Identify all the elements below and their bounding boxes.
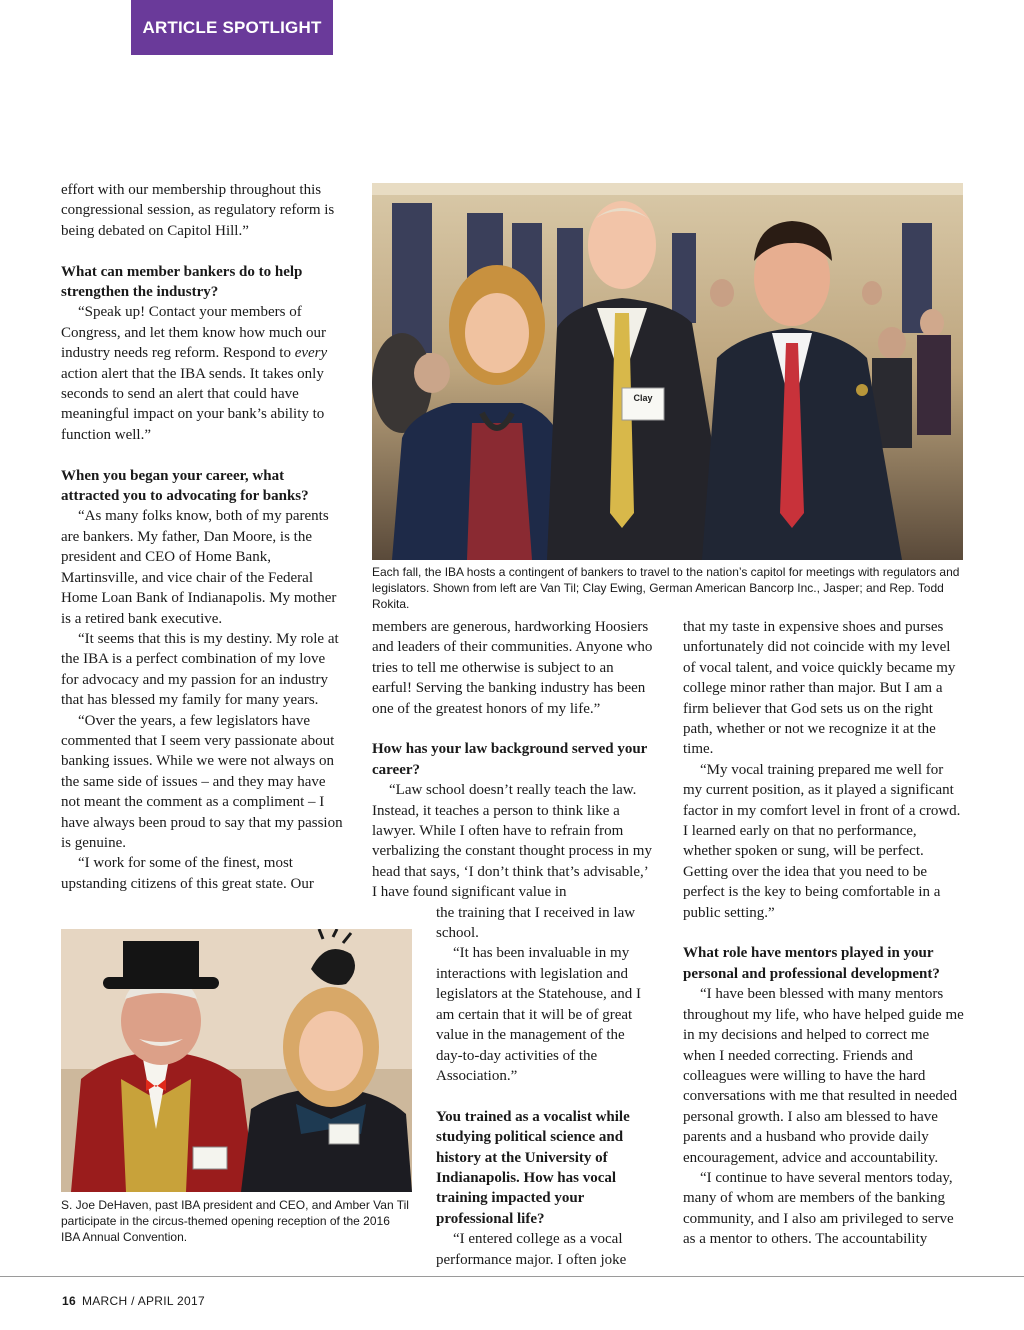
name-tag-text: Clay bbox=[633, 393, 653, 403]
paragraph: “I entered college as a vocal performance major. I often joke bbox=[436, 1231, 627, 1268]
circus-photo-illustration bbox=[61, 929, 412, 1192]
section-label: ARTICLE SPOTLIGHT bbox=[142, 17, 322, 37]
paragraph: “I work for some of the finest, most upstanding citizens of this great state. Our bbox=[61, 855, 314, 892]
photo-capitol-group bbox=[372, 183, 963, 560]
paragraph: members are generous, hardworking Hoosiers and leaders of their communities. Anyone who tries to tell me otherwise is subject to an earful! Serving the banking industry has been one of the greatest honors of my life.” bbox=[372, 619, 653, 717]
footer-divider bbox=[0, 1276, 1024, 1277]
paragraph bbox=[61, 302, 345, 445]
emphasis-text: every bbox=[294, 345, 328, 362]
paragraph: “As many folks know, both of my parents are bankers. My father, Dan Moore, is the president and CEO of Home Bank, Martinsville, and vice chair of the Federal Home Loan Bank of Indianapolis. My mother is a retired bank executive. bbox=[61, 508, 337, 627]
photo-bottom-caption: S. Joe DeHaven, past IBA president and CEO, and Amber Van Til participate in the circus-themed opening reception of the 2016 IBA Annual Convention. bbox=[61, 1198, 409, 1244]
interview-question: How has your law background served your career? bbox=[372, 741, 648, 778]
page-footer bbox=[62, 1294, 205, 1308]
interview-question: When you began your career, what attracted you to advocating for banks? bbox=[61, 467, 309, 505]
section-label-tab bbox=[131, 0, 333, 55]
paragraph: that my taste in expensive shoes and purses unfortunately did not coincide with my level of vocal talent, and voice quickly became my college minor rather than major. But I am a firm believer that God sets us on the right path, whether or not we recognize it at the time. bbox=[683, 619, 956, 758]
paragraph-text: “Speak up! Contact your members of Congress, and let them know how much our industry needs reg reform. Respond to bbox=[61, 304, 326, 362]
interview-question: What can member bankers do to help strengthen the industry? bbox=[61, 263, 303, 301]
paragraph: the training that I received in law school. bbox=[436, 904, 636, 942]
paragraph: “It has been invaluable in my interactions with legislation and legislators at the Statehouse, and I am certain that it will be of great value in the management of the day-to-day activities of the Association.” bbox=[436, 945, 641, 1084]
paragraph: “I have been blessed with many mentors throughout my life, who have helped guide me in my decisions and helped to correct me when I needed correcting. Friends and colleagues were willing to have the hard conversations with me that resulted in needed personal growth. I also am blessed to have parents and a husband who provide daily encouragement, advice and accountability. bbox=[683, 986, 964, 1166]
paragraph-text: action alert that the IBA sends. It takes only seconds to send an alert that could have meaningful impact on your bank’s ability to function well.” bbox=[61, 365, 325, 443]
interview-question: What role have mentors played in your personal and professional development? bbox=[683, 945, 940, 982]
article-column-3 bbox=[683, 617, 964, 1250]
issue-date: MARCH / APRIL 2017 bbox=[81, 1294, 205, 1308]
group-photo-illustration bbox=[372, 183, 963, 560]
paragraph: “Law school doesn’t really teach the law. Instead, it teaches a person to think like a lawyer. While I often have to refrain from verbalizing the constant thought process in my head that says, ‘I don’t think that’s advisable,’ I have found significant value in bbox=[372, 782, 652, 901]
paragraph: effort with our membership throughout this congressional session, as regulatory reform is being debated on Capitol Hill.” bbox=[61, 182, 335, 239]
paragraph: “Over the years, a few legislators have commented that I seem very passionate about banking issues. While we were not always on the same side of issues – and they may have not meant the comment as a compliment – I have always been proud to say that my passion is genuine. bbox=[61, 712, 343, 851]
article-column-2 bbox=[372, 617, 655, 1270]
photo-top-caption: Each fall, the IBA hosts a contingent of bankers to travel to the nation’s capitol for meetings with regulators and legislators. Shown from left are Van Til; Clay Ewing, German American Bancorp Inc., Jasper; and Rep. Todd Rokita. bbox=[372, 565, 960, 611]
page-number: 16 bbox=[62, 1294, 76, 1308]
paragraph: “I continue to have several mentors today, many of whom are members of the banking community, and I also am privileged to serve as a mentor to others. The accountability bbox=[683, 1169, 954, 1248]
narrow-text-block bbox=[372, 903, 655, 1270]
photo-circus-reception bbox=[61, 929, 412, 1192]
paragraph: “It seems that this is my destiny. My role at the IBA is a perfect combination of my love for advocacy and my passion for an industry that has blessed my family for many years. bbox=[61, 630, 339, 709]
interview-question: You trained as a vocalist while studying political science and history at the University of Indianapolis. How has vocal training impacted your professional life? bbox=[436, 1108, 630, 1227]
paragraph: “My vocal training prepared me well for my current position, as it played a significant factor in my comfort level in front of a crowd. I learned early on that no performance, whether spoken or sung, will be perfect. Getting over the idea that you need to be perfect is the key to being comfortable in a public setting.” bbox=[683, 761, 961, 921]
article-column-1 bbox=[61, 180, 345, 894]
